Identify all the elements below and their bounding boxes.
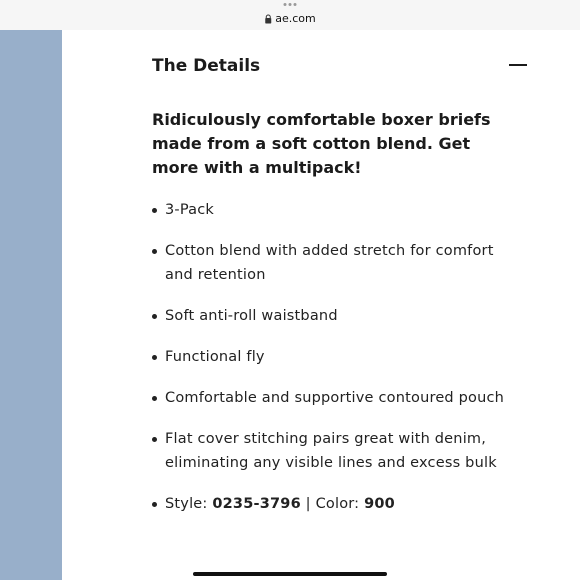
bullet-icon — [152, 396, 157, 401]
url-text: ae.com — [275, 12, 316, 25]
feature-text: Cotton blend with added stretch for comfort and retention — [165, 243, 494, 283]
color-number: 900 — [364, 496, 395, 512]
style-number: 0235-3796 — [212, 496, 301, 512]
separator: | — [300, 496, 316, 512]
list-item — [152, 198, 522, 222]
style-color-item — [152, 492, 522, 516]
list-item — [152, 427, 522, 475]
color-label: Color: — [315, 496, 365, 512]
list-item — [152, 304, 522, 328]
bullet-icon — [152, 437, 157, 442]
details-section — [62, 30, 580, 580]
home-indicator[interactable] — [193, 572, 387, 576]
feature-list — [152, 198, 522, 533]
feature-text: Functional fly — [165, 349, 265, 365]
bullet-icon — [152, 208, 157, 213]
list-item — [152, 345, 522, 369]
bullet-icon — [152, 355, 157, 360]
list-item — [152, 386, 522, 410]
more-options-icon[interactable] — [284, 3, 297, 6]
url-display[interactable] — [264, 12, 316, 25]
minus-icon — [509, 64, 527, 66]
side-image-panel — [0, 30, 62, 580]
lock-icon — [264, 14, 272, 24]
style-label: Style: — [165, 496, 213, 512]
feature-text: Comfortable and supportive contoured pouch — [165, 390, 505, 406]
section-title: The Details — [152, 56, 261, 76]
bullet-icon — [152, 314, 157, 319]
bullet-icon — [152, 502, 157, 507]
feature-text: 3-Pack — [165, 202, 215, 218]
browser-address-bar[interactable] — [0, 0, 580, 30]
feature-text: Flat cover stitching pairs great with denim, eliminating any visible lines and excess bulk — [165, 431, 497, 471]
list-item — [152, 239, 522, 287]
bullet-icon — [152, 249, 157, 254]
feature-text: Soft anti-roll waistband — [165, 308, 338, 324]
collapse-button[interactable] — [506, 52, 532, 78]
product-headline: Ridiculously comfortable boxer briefs made from a soft cotton blend. Get more with a multipack! — [152, 110, 491, 177]
